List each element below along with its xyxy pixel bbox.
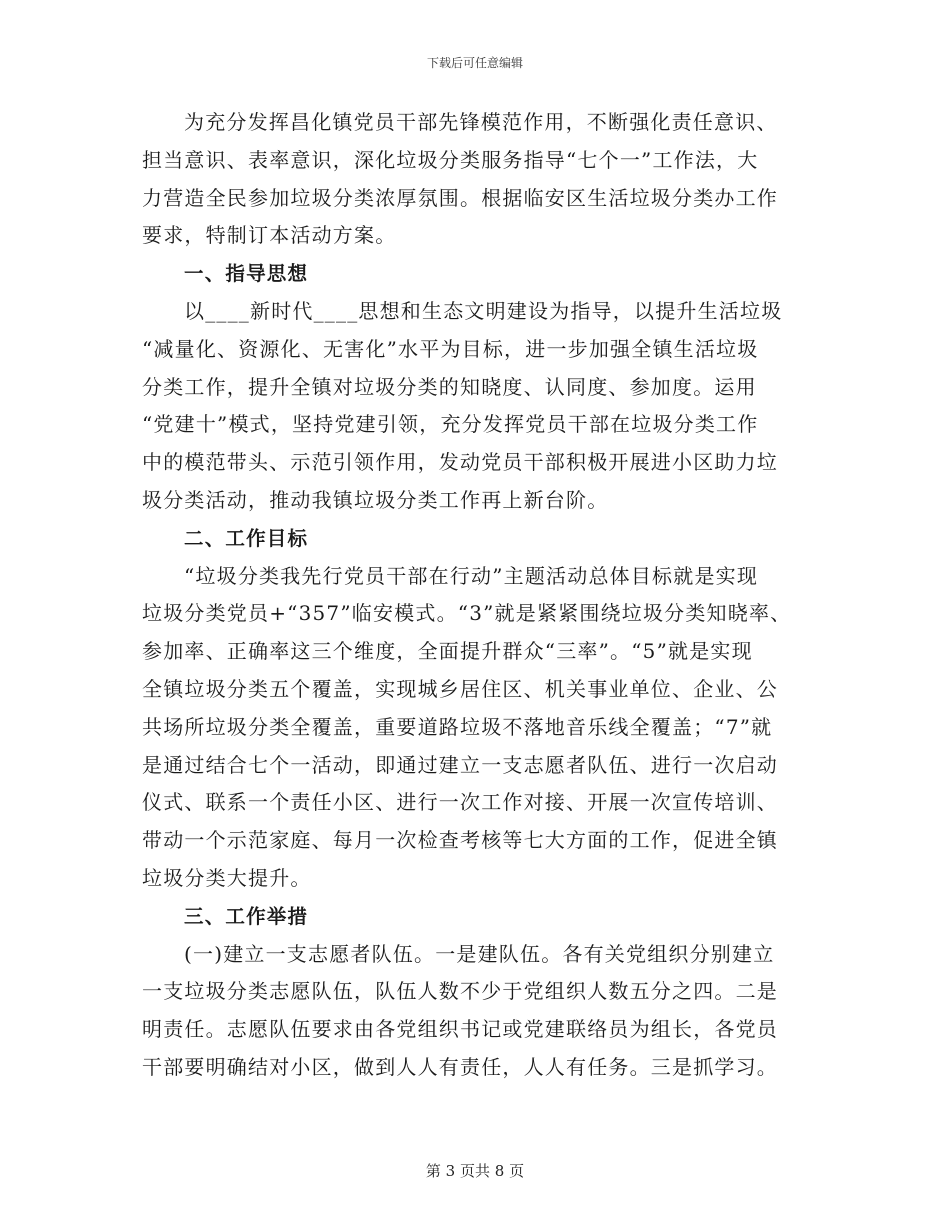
paragraph-line: 带动一个示范家庭、每月一次检查考核等七大方面的工作，促进全镇 xyxy=(142,828,778,853)
paragraph-line: 以____新时代____思想和生态文明建设为指导，以提升生活垃圾 xyxy=(184,298,783,323)
paragraph-line: 担当意识、表率意识，深化垃圾分类服务指导“七个一”工作法，大 xyxy=(142,147,759,172)
paragraph-line: 仪式、联系一个责任小区、进行一次工作对接、开展一次宣传培训、 xyxy=(142,790,778,815)
paragraph-line: 力营造全民参加垃圾分类浓厚氛围。根据临安区生活垃圾分类办工作 xyxy=(142,185,778,210)
paragraph-line: 垃圾分类大提升。 xyxy=(142,865,312,890)
paragraph-line: “减量化、资源化、无害化”水平为目标，进一步加强全镇生活垃圾 xyxy=(142,336,759,361)
paragraph-line: 中的模范带头、示范引领作用，发动党员干部积极开展进小区助力垃 xyxy=(142,450,778,475)
paragraph-line: 一支垃圾分类志愿队伍，队伍人数不少于党组织人数五分之四。二是 xyxy=(142,979,778,1004)
paragraph-line: 要求，特制订本活动方案。 xyxy=(142,223,397,248)
paragraph-line: 为充分发挥昌化镇党员干部先锋模范作用，不断强化责任意识、 xyxy=(184,110,778,134)
document-body xyxy=(142,104,812,1087)
page-header: 下载后可任意编辑 xyxy=(426,56,523,70)
paragraph-line: 是通过结合七个一活动，即通过建立一支志愿者队伍、进行一次启动 xyxy=(142,752,778,777)
paragraph-line: 分类工作，提升全镇对垃圾分类的知晓度、认同度、参加度。运用 xyxy=(142,374,757,399)
paragraph-line: 参加率、正确率这三个维度，全面提升群众“三率”。“5”就是实现 xyxy=(142,639,753,664)
section-heading: 二、工作目标 xyxy=(184,526,309,550)
section-heading: 三、工作举措 xyxy=(184,904,309,928)
paragraph-line: 共场所垃圾分类全覆盖，重要道路垃圾不落地音乐线全覆盖；“7”就 xyxy=(142,714,773,739)
paragraph-line: 干部要明确结对小区，做到人人有责任，人人有任务。三是抓学习。 xyxy=(142,1054,778,1079)
paragraph-line: 全镇垃圾分类五个覆盖，实现城乡居住区、机关事业单位、企业、公 xyxy=(142,676,778,701)
page-footer: 第 3 页共 8 页 xyxy=(425,1162,525,1180)
paragraph-line: 圾分类活动，推动我镇垃圾分类工作再上新台阶。 xyxy=(142,487,609,512)
section-heading: 一、指导思想 xyxy=(184,262,309,286)
paragraph-line: 垃圾分类党员+“357”临安模式。“3”就是紧紧围绕垃圾分类知晓率、 xyxy=(142,601,792,626)
paragraph-line: 明责任。志愿队伍要求由各党组织书记或党建联络员为组长，各党员 xyxy=(142,1017,778,1042)
paragraph-line: “垃圾分类我先行党员干部在行动”主题活动总体目标就是实现 xyxy=(184,563,759,588)
paragraph-line: “党建十”模式，坚持党建引领，充分发挥党员干部在垃圾分类工作 xyxy=(142,412,759,437)
paragraph-line: (一)建立一支志愿者队伍。一是建队伍。各有关党组织分别建立 xyxy=(184,941,775,966)
